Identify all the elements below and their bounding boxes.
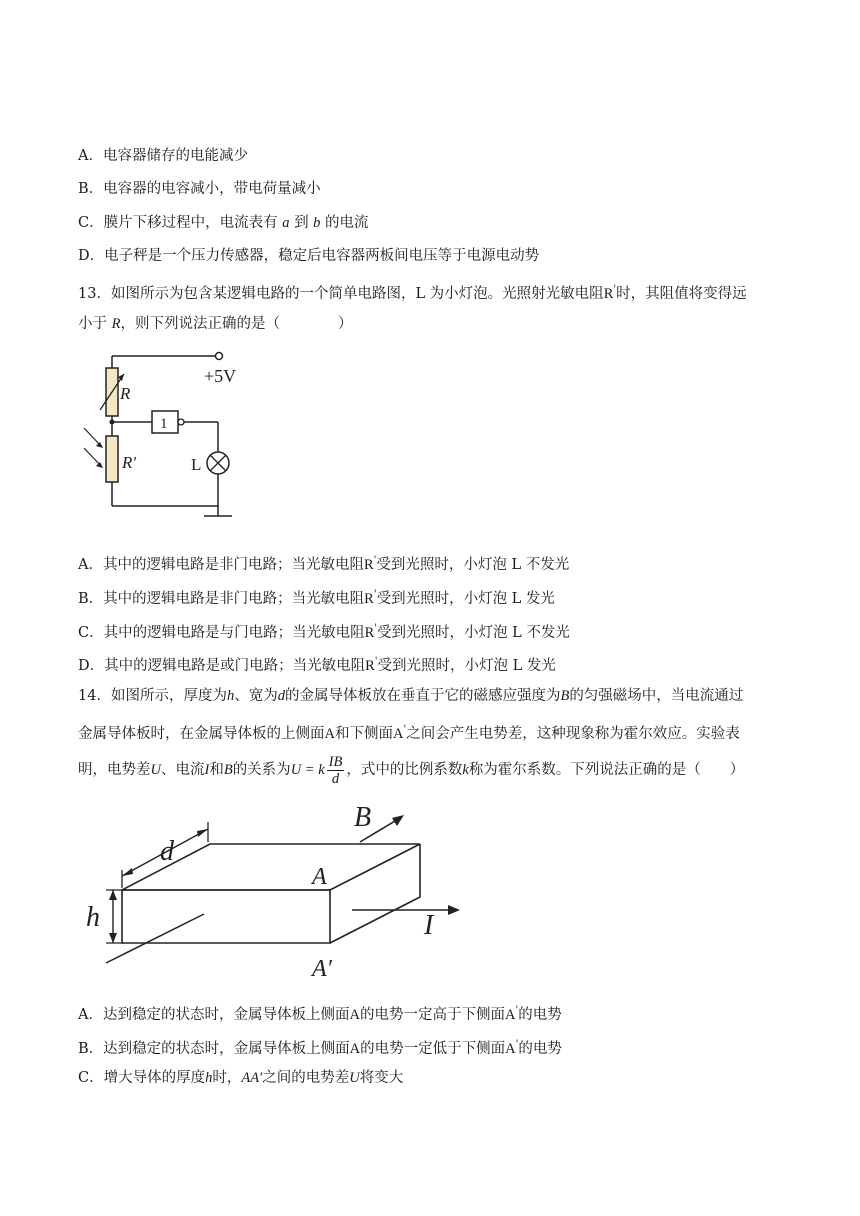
d-label: d	[160, 836, 174, 867]
q14-l3-c: 和	[209, 762, 224, 778]
gate-label: 1	[160, 416, 168, 432]
q14-l2-c: 之间会产生电势差，这种现象称为霍尔效应。实验表	[406, 725, 740, 742]
q13-option-c	[78, 619, 570, 643]
q14-l3-d: 的关系为	[232, 762, 291, 778]
q13-stem-text: 13．如图所示为包含某逻辑电路的一个简单电路图，L 为小灯泡。光照射光敏电阻	[78, 285, 604, 302]
q12-option-c	[78, 213, 369, 233]
q13-option-a-text: A．其中的逻辑电路是非门电路；当光敏电阻	[78, 556, 364, 573]
q14-l3-eq: U = k	[290, 762, 325, 778]
q14-l2-prime: '	[403, 724, 407, 735]
q14-option-c	[78, 1068, 403, 1088]
q13-stem-line1	[78, 280, 747, 304]
q13-option-c-suffix: 受到光照时，小灯泡 L 不发光	[377, 624, 570, 641]
q14-optA-A: A	[349, 1006, 360, 1023]
q13-option-b-prime: '	[373, 589, 377, 600]
q14-l1-c: 的金属导体板放在垂直于它的磁感应强度为	[284, 688, 561, 704]
q12-option-c-text: C．膜片下移过程中，电流表有	[78, 215, 278, 231]
q14-frac-den: d	[331, 770, 340, 787]
A-label: A	[312, 864, 327, 890]
q14-l3-a: 明，电势差	[78, 762, 151, 778]
q13-option-c-r: R	[364, 624, 375, 641]
q14-optB-A: A	[349, 1040, 361, 1057]
q14-optC-U: U	[349, 1070, 360, 1086]
q14-l3-I: I	[204, 762, 210, 778]
q13-option-b-r: R	[364, 590, 374, 607]
q14-stem-line2	[78, 720, 740, 744]
q14-l3-b: 、电流	[160, 762, 205, 778]
q13-option-a	[78, 551, 569, 575]
q14-optB-b: 的电势一定低于下侧面	[360, 1040, 506, 1057]
q14-stem-line3	[78, 752, 744, 788]
q14-optB-a: B．达到稳定的状态时，金属导体板上侧面	[78, 1040, 350, 1057]
q14-l1-h: h	[226, 688, 235, 704]
q13-stem-prime: '	[613, 284, 617, 295]
q13-stem2-suffix: ，则下列说法正确的是（ ）	[120, 316, 353, 332]
q13-stem2-r: R	[111, 316, 121, 332]
q14-l3-f: 称为霍尔系数。下列说法正确的是（ ）	[468, 762, 745, 778]
q14-optA-c: 的电势	[518, 1006, 562, 1023]
r-prime-label: R′	[122, 453, 137, 472]
q14-option-b	[78, 1035, 562, 1059]
q14-optC-AA: AA′	[241, 1070, 263, 1086]
q12-option-a: A．电容器储存的电能减少	[78, 148, 248, 164]
q12-option-c-a: a	[282, 215, 290, 231]
q13-option-b-suffix: 受到光照时，小灯泡 L 发光	[376, 590, 555, 607]
q14-optA-prime: '	[515, 1005, 519, 1016]
q12-option-d: D．电子秤是一个压力传感器，稳定后电容器两板间电压等于电源电动势	[78, 248, 540, 264]
q12-option-c-mid: 到	[294, 215, 309, 231]
q14-optC-c: 之间的电势差	[262, 1070, 350, 1086]
q14-option-a	[78, 1001, 562, 1025]
q14-optB-A2: A	[505, 1040, 516, 1057]
q13-stem-suffix: 时，其阻值将变得远	[616, 285, 747, 302]
q14-l1-e: 的匀强磁场中，当电流通过	[569, 688, 744, 704]
q13-option-d-r: R	[365, 657, 375, 674]
q14-l3-k: k	[462, 762, 469, 778]
q14-l1-b: 、宽为	[234, 688, 278, 704]
q13-option-c-text: C．其中的逻辑电路是与门电路；当光敏电阻	[78, 624, 365, 641]
h-label: h	[86, 902, 100, 933]
lamp-label: L	[191, 455, 202, 474]
q13-option-a-prime: '	[373, 555, 377, 566]
supply-terminal	[216, 353, 223, 360]
q14-optC-a: C．增大导体的厚度	[78, 1070, 206, 1086]
q14-l2-b: 和下侧面	[334, 725, 393, 742]
q13-stem2-text: 小于	[78, 316, 107, 332]
q14-optA-b: 的电势一定高于下侧面	[359, 1006, 505, 1023]
q14-l3-e: ，式中的比例系数	[346, 762, 463, 778]
q14-l1-B: B	[560, 688, 570, 704]
q14-l2-A: A	[324, 725, 335, 742]
q13-option-b	[78, 585, 555, 609]
q13-option-c-prime: '	[374, 623, 378, 634]
q14-optB-prime: '	[515, 1039, 519, 1050]
q13-circuit-diagram	[70, 350, 270, 535]
q13-option-d-suffix: 受到光照时，小灯泡 L 发光	[377, 657, 556, 674]
q13-option-d-text: D．其中的逻辑电路是或门电路；当光敏电阻	[78, 657, 366, 674]
q14-optC-b: 时，	[212, 1070, 242, 1086]
q14-optC-h: h	[205, 1070, 213, 1086]
q13-stem-r: R	[603, 285, 614, 302]
q14-hall-effect-diagram	[80, 798, 480, 983]
photoresistor-r-prime	[106, 436, 118, 482]
q14-l3-U: U	[150, 762, 161, 778]
q14-l1-d: d	[277, 688, 285, 704]
q13-option-b-text: B．其中的逻辑电路是非门电路；当光敏电阻	[78, 590, 365, 607]
q14-l3-B: B	[223, 762, 233, 778]
q14-optA-A2: A	[504, 1006, 516, 1023]
q14-l1-a: 14．如图所示，厚度为	[78, 688, 227, 704]
q14-optB-c: 的电势	[518, 1040, 562, 1057]
q14-frac-num: IB	[328, 753, 343, 770]
q14-fraction	[327, 754, 345, 787]
q12-option-b: B．电容器的电容减小，带电荷量减小	[78, 181, 321, 197]
q13-option-a-suffix: 受到光照时，小灯泡 L 不发光	[376, 556, 570, 573]
q14-l2-A2: A	[392, 725, 404, 742]
q13-stem-line2	[78, 314, 352, 334]
q14-l2-a: 金属导体板时，在金属导体板的上侧面	[78, 725, 325, 742]
slab-front-face	[122, 890, 330, 943]
A-prime-label: A′	[312, 956, 332, 982]
supply-label: +5V	[204, 366, 237, 386]
r-label: R	[120, 384, 131, 403]
q13-option-d	[78, 652, 556, 676]
q12-option-c-b: b	[313, 215, 321, 231]
q14-optA-a: A．达到稳定的状态时，金属导体板上侧面	[78, 1006, 350, 1023]
I-label: I	[424, 910, 434, 941]
q14-optC-d: 将变大	[359, 1070, 404, 1086]
q14-stem-line1	[78, 686, 743, 706]
B-label: B	[354, 802, 372, 833]
q13-option-d-prime: '	[374, 656, 378, 667]
q13-option-a-r: R	[363, 556, 374, 573]
q12-option-c-suffix: 的电流	[325, 215, 369, 231]
